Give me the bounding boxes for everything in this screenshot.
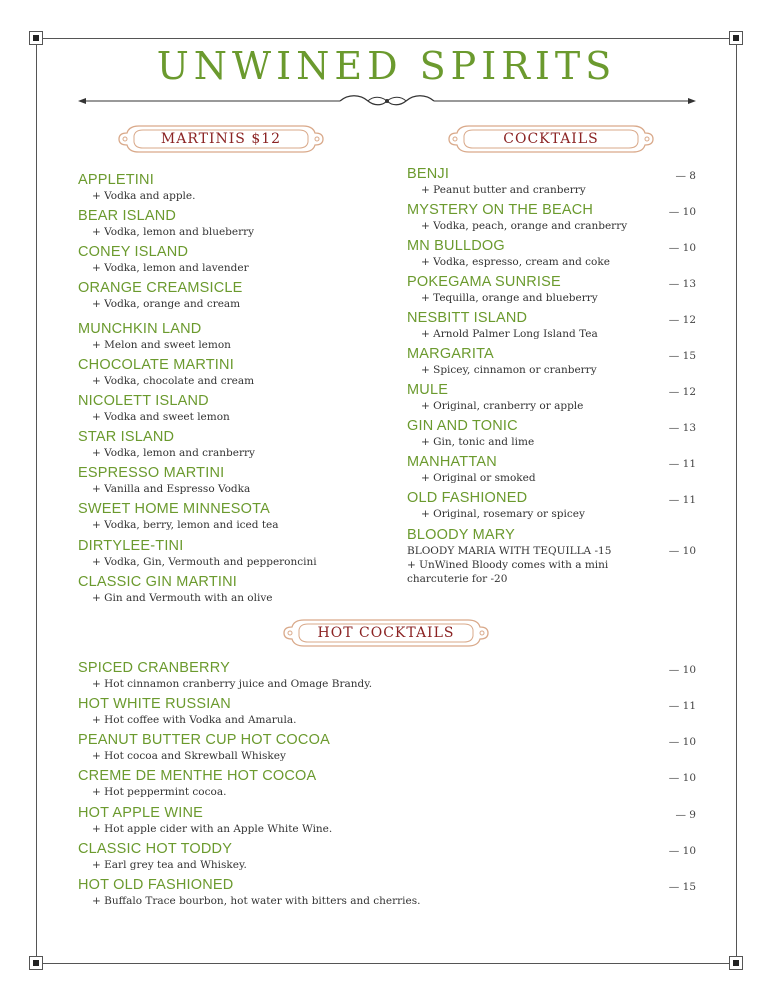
item-name: HOT OLD FASHIONED <box>78 877 234 893</box>
item-name: BEAR ISLAND <box>78 208 177 224</box>
item-description: + Vodka, berry, lemon and iced tea <box>92 519 279 531</box>
menu-item-nesbitt-island <box>407 310 598 341</box>
item-name: NICOLETT ISLAND <box>78 393 209 409</box>
title-divider <box>78 90 696 112</box>
item-price: — 12 <box>668 314 696 326</box>
section-title: COCKTAILS <box>503 131 599 147</box>
menu-item-coney-island <box>78 244 249 275</box>
item-name: SPICED CRANBERRY <box>78 660 230 676</box>
item-price: — 10 <box>668 664 696 676</box>
menu-item-peanut-butter-cup-hot-cocoa <box>78 732 330 763</box>
menu-item-creme-de-menthe-hot-cocoa <box>78 768 316 799</box>
item-price: — 9 <box>675 809 696 821</box>
item-price: — 11 <box>668 700 696 712</box>
section-header-cocktails <box>447 123 655 155</box>
item-price: — 10 <box>668 845 696 857</box>
item-name: MUNCHKIN LAND <box>78 321 202 337</box>
item-description: + Vanilla and Espresso Vodka <box>92 483 251 495</box>
item-description: + Earl grey tea and Whiskey. <box>92 859 247 871</box>
item-name: CLASSIC HOT TODDY <box>78 841 233 857</box>
item-name: CLASSIC GIN MARTINI <box>78 574 238 590</box>
item-description: + Spicey, cinnamon or cranberry <box>421 364 597 376</box>
item-description: + Vodka, lemon and cranberry <box>92 447 255 459</box>
menu-item-star-island <box>78 429 255 460</box>
item-price: — 13 <box>668 422 696 434</box>
item-description: + Arnold Palmer Long Island Tea <box>421 328 598 340</box>
menu-item-pokegama-sunrise <box>407 274 598 305</box>
item-description: + Vodka and sweet lemon <box>92 411 230 423</box>
item-name: HOT APPLE WINE <box>78 805 204 821</box>
item-description: + Original or smoked <box>421 472 536 484</box>
menu-item-nicolett-island <box>78 393 230 424</box>
section-title: HOT COCKTAILS <box>317 625 455 641</box>
item-description: + Original, rosemary or spicey <box>421 508 585 520</box>
frame-bottom <box>36 963 736 964</box>
item-name: SWEET HOME MINNESOTA <box>78 501 270 517</box>
item-description: + Hot peppermint cocoa. <box>92 786 227 798</box>
corner-ornament-tr <box>729 31 743 45</box>
item-description: + Original, cranberry or apple <box>421 400 584 412</box>
section-header-hot-cocktails <box>282 617 490 649</box>
item-name: MARGARITA <box>407 346 494 362</box>
item-name: APPLETINI <box>78 172 154 188</box>
item-description: + Hot cocoa and Skrewball Whiskey <box>92 750 286 762</box>
menu-item-spiced-cranberry <box>78 660 372 691</box>
item-description: + Hot apple cider with an Apple White Wine. <box>92 823 333 835</box>
item-price: — 13 <box>668 278 696 290</box>
item-name: ORANGE CREAMSICLE <box>78 280 243 296</box>
item-price: — 10 <box>668 772 696 784</box>
menu-item-mn-bulldog <box>407 238 610 269</box>
item-description: + Buffalo Trace bourbon, hot water with bitters and cherries. <box>92 895 421 907</box>
item-name: NESBITT ISLAND <box>407 310 528 326</box>
section-header-martinis <box>117 123 325 155</box>
item-description: + Vodka, chocolate and cream <box>92 375 255 387</box>
item-price: — 11 <box>668 494 696 506</box>
item-price: — 10 <box>668 242 696 254</box>
item-name: ESPRESSO MARTINI <box>78 465 225 481</box>
item-price: — 10 <box>668 545 696 557</box>
menu-item-classic-gin-martini <box>78 574 272 605</box>
menu-item-gin-and-tonic <box>407 418 534 449</box>
menu-item-appletini <box>78 172 195 203</box>
item-description: + Vodka, peach, orange and cranberry <box>421 220 628 232</box>
item-name: POKEGAMA SUNRISE <box>407 274 561 290</box>
item-name: BLOODY MARY <box>407 527 516 543</box>
item-description-extra: + UnWined Bloody comes with a mini <box>407 559 609 571</box>
item-price: — 12 <box>668 386 696 398</box>
menu-item-sweet-home-minnesota <box>78 501 279 532</box>
menu-item-benji <box>407 166 586 197</box>
item-name: HOT WHITE RUSSIAN <box>78 696 231 712</box>
page-title: UNWINED SPIRITS <box>156 44 617 88</box>
item-name: DIRTYLEE-TINI <box>78 538 184 554</box>
item-description: + Peanut butter and cranberry <box>421 184 586 196</box>
item-name: CHOCOLATE MARTINI <box>78 357 234 373</box>
item-description: + Vodka, lemon and lavender <box>92 262 249 274</box>
item-name: STAR ISLAND <box>78 429 175 445</box>
item-description: BLOODY MARIA WITH TEQUILLA -15 <box>407 545 612 557</box>
menu-item-classic-hot-toddy <box>78 841 247 872</box>
menu-item-dirtylee-tini <box>78 538 317 569</box>
item-description: + Hot coffee with Vodka and Amarula. <box>92 714 297 726</box>
item-description-extra: charcuterie for -20 <box>407 573 508 585</box>
item-description: + Hot cinnamon cranberry juice and Omage Brandy. <box>92 678 373 690</box>
item-name: MN BULLDOG <box>407 238 505 254</box>
item-price: — 15 <box>668 350 696 362</box>
item-name: MANHATTAN <box>407 454 497 470</box>
menu-item-bloody-mary <box>407 527 611 586</box>
item-name: MULE <box>407 382 449 398</box>
item-description: + Gin, tonic and lime <box>421 436 535 448</box>
item-description: + Vodka and apple. <box>92 190 196 202</box>
item-name: OLD FASHIONED <box>407 490 528 506</box>
item-description: + Melon and sweet lemon <box>92 339 231 351</box>
item-price: — 8 <box>675 170 696 182</box>
menu-item-chocolate-martini <box>78 357 254 388</box>
menu-item-orange-creamsicle <box>78 280 243 311</box>
item-name: CONEY ISLAND <box>78 244 189 260</box>
item-name: PEANUT BUTTER CUP HOT COCOA <box>78 732 330 748</box>
menu-item-hot-white-russian <box>78 696 297 727</box>
item-description: + Tequilla, orange and blueberry <box>421 292 598 304</box>
item-name: GIN AND TONIC <box>407 418 518 434</box>
menu-item-mystery-on-the-beach <box>407 202 627 233</box>
corner-ornament-bl <box>29 956 43 970</box>
corner-ornament-br <box>729 956 743 970</box>
item-name: CREME DE MENTHE HOT COCOA <box>78 768 317 784</box>
item-price: — 10 <box>668 736 696 748</box>
item-name: MYSTERY ON THE BEACH <box>407 202 594 218</box>
item-description: + Vodka, espresso, cream and coke <box>421 256 610 268</box>
item-description: + Vodka, Gin, Vermouth and pepperoncini <box>92 556 317 568</box>
menu-item-bear-island <box>78 208 254 239</box>
frame-top <box>36 38 736 39</box>
menu-item-hot-apple-wine <box>78 805 332 836</box>
item-description: + Vodka, orange and cream <box>92 298 241 310</box>
corner-ornament-tl <box>29 31 43 45</box>
item-description: + Vodka, lemon and blueberry <box>92 226 255 238</box>
menu-item-old-fashioned <box>407 490 585 521</box>
item-price: — 11 <box>668 458 696 470</box>
item-name: BENJI <box>407 166 450 182</box>
item-description: + Gin and Vermouth with an olive <box>92 592 273 604</box>
menu-item-munchkin-land <box>78 321 231 352</box>
item-price: — 10 <box>668 206 696 218</box>
menu-item-mule <box>407 382 583 413</box>
menu-item-margarita <box>407 346 597 377</box>
menu-item-espresso-martini <box>78 465 250 496</box>
item-price: — 15 <box>668 881 696 893</box>
menu-item-manhattan <box>407 454 536 485</box>
frame-left <box>36 38 37 963</box>
frame-right <box>736 38 737 963</box>
menu-item-hot-old-fashioned <box>78 877 420 908</box>
section-title: MARTINIS $12 <box>160 131 282 147</box>
